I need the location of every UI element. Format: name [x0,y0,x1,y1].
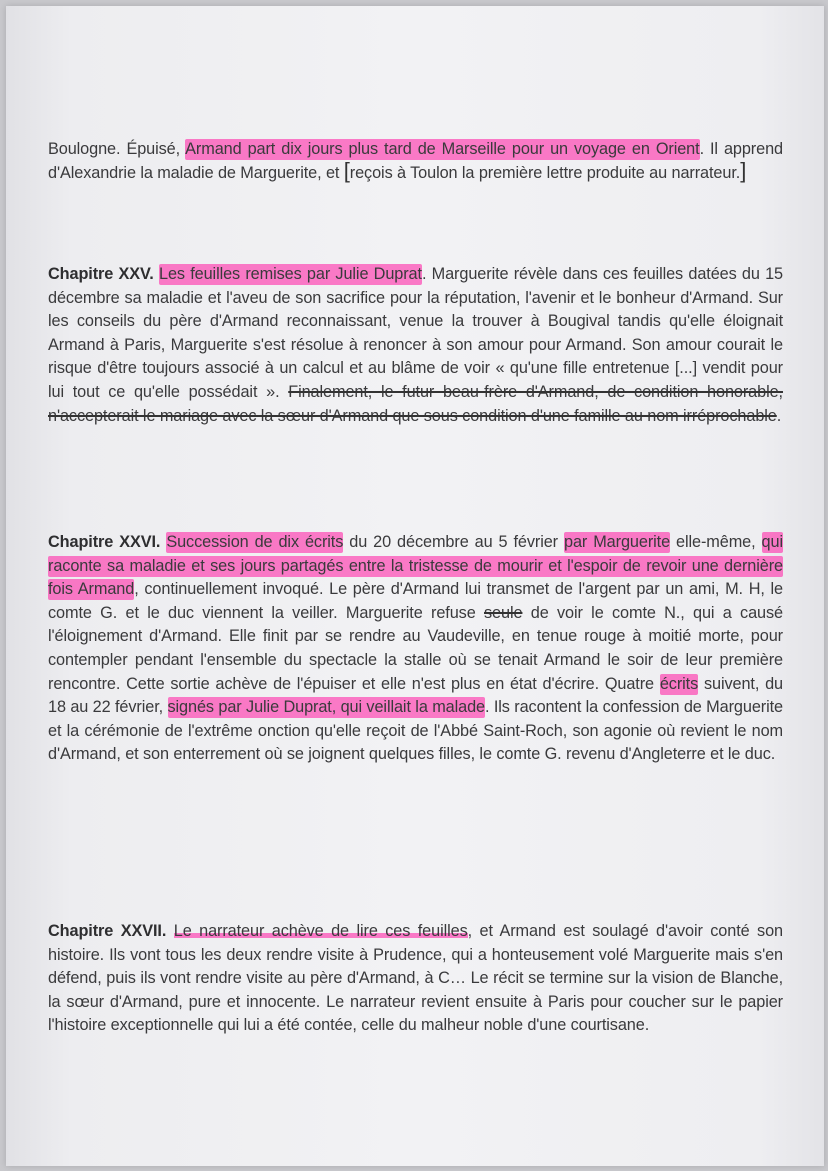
chapter-title: Chapitre XXVI. [48,533,161,551]
highlight: Armand part dix jours plus tard de Marseille pour un voyage en Orient [185,140,700,158]
paragraph-chapter-27 [48,920,783,1038]
highlight: écrits [659,674,699,693]
highlight: qui raconte sa maladie et ses jours partagés entre la tristesse de mourir et l'espoir de revoir une dernière fois Armand [48,533,783,599]
text-run: . [776,406,782,425]
text-run: . Ils racontent la confession de Marguerite et la cérémonie de l'extrême onction qu'elle reçoit de l'Abbé Saint-Roch, son agonie où revient le nom d'Armand, et son enterrement où se joignent quelques filles, le comte G. revenu d'Angleterre et le duc. [48,698,783,764]
text-run: , et Armand est soulagé d'avoir conté son histoire. Ils vont tous les deux rendre visite à Prudence, qui a honteusement volé Marguerite mais s'en défend, puis ils vont rendre visite au père d'Armand, à C… Le récit se termine sur la vision de Blanche, la sœur d'Armand, pure et innocente. Le narrateur revient ensuite à Paris pour coucher sur le papier l'histoire exceptionnelle qui lui a été contée, celle du malheur noble d'une courtisane. [48,922,783,1035]
text-run: . Marguerite révèle dans ces feuilles datées du 15 décembre sa maladie et l'aveu de son sacrifice pour la réputation, l'avenir et le bonheur d'Armand. Sur les conseils du père d'Armand reconnaissant, venue la trouver à Bougival tandis qu'elle éloignait Armand à Paris, Marguerite s'est résolue à renoncer à son amour pour Armand. Son amour courait le risque d'être toujours associé à un calcul et au blâme de voir « qu'une fille entretenue [...] vendit pour lui tout ce qu'elle possédait ». [48,265,783,401]
text-run: suivent, du 18 au 22 février, [48,674,783,717]
text-run: de voir le comte N., qui a causé l'éloignement d'Armand. Elle finit par se rendre au Vaudeville, en tenue rouge à moitié morte, pour contempler pendant l'ensemble du spectacle la stalle où se tenait Armand le soir de leur première rencontre. Cette sortie achève de l'épuiser et elle n'est plus en état d'écrire. Quatre [48,603,783,693]
chapter-title: Chapitre XXVII. [48,922,167,940]
struck-text: seule [484,603,523,622]
text-run: . Il apprend d'Alexandrie la maladie de Marguerite, et [48,140,783,182]
struck-text: Finalement, le futur beau-frère d'Armand, de condition honorable, n'accepterait le mariage avec la sœur d'Armand que sous condition d'une famille au nom irréprochable [48,382,783,425]
text-run: , continuellement invoqué. Le père d'Armand lui transmet de l'argent par un ami, M. H, le comte G. et le duc viennent la veiller. Marguerite refuse [48,580,783,622]
scanned-page [6,6,824,1166]
close-bracket-mark: ] [740,157,747,183]
paragraph-chapter-24-end [48,138,783,185]
text-run: du 20 décembre au 5 février [343,533,564,551]
paragraph-chapter-25 [48,263,783,428]
highlight-underline: Le narrateur achève de lire ces feuilles [173,922,468,940]
text-run: reçois à Toulon la première lettre produite au narrateur. [349,163,741,182]
text-run: elle-même, [670,533,762,551]
paragraph-chapter-26 [48,531,783,767]
highlight: Succession de dix écrits [166,533,344,551]
highlight: par Marguerite [564,533,671,551]
text-run: Boulogne. Épuisé, [48,140,186,158]
highlight: Les feuilles remises par Julie Duprat [159,265,422,283]
highlight: signés par Julie Duprat, qui veillait la malade [167,698,485,717]
open-bracket-mark: [ [343,157,350,183]
chapter-title: Chapitre XXV. [48,265,154,283]
